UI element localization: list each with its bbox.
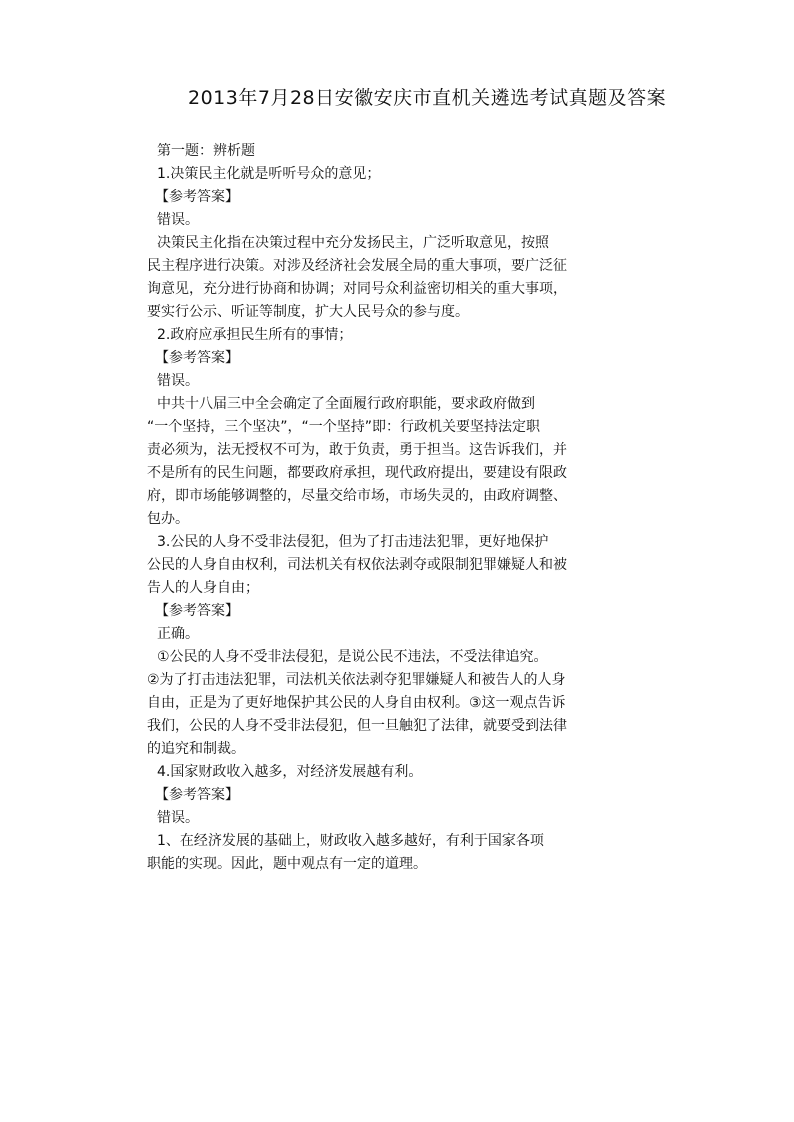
- text-line: 公民的人身自由权利，司法机关有权依法剥夺或限制犯罪嫌疑人和被: [147, 557, 567, 573]
- text-line: “一个坚持，三个坚决”，“一个坚持”即：行政机关要坚持法定职: [147, 419, 541, 435]
- text-line: 错误。: [157, 212, 199, 228]
- text-line: 的追究和制裁。: [147, 741, 245, 757]
- text-line: 正确。: [157, 626, 199, 642]
- text-line: ①公民的人身不受非法侵犯，是说公民不违法，不受法律追究。: [157, 649, 548, 665]
- text-line: 不是所有的民生问题，都要政府承担，现代政府提出，要建设有限政: [147, 465, 567, 481]
- text-line: 中共十八届三中全会确定了全面履行政府职能，要求政府做到: [157, 396, 535, 412]
- text-line: 4.国家财政收入越多，对经济发展越有利。: [157, 764, 423, 780]
- text-line: 错误。: [157, 810, 199, 826]
- text-line: 1、在经济发展的基础上，财政收入越多越好，有利于国家各项: [157, 833, 544, 849]
- text-line: 府，即市场能够调整的，尽量交给市场，市场失灵的，由政府调整、: [147, 488, 567, 504]
- text-line: 责必须为，法无授权不可为，敢于负责，勇于担当。这告诉我们，并: [147, 442, 567, 458]
- text-line: 民主程序进行决策。对涉及经济社会发展全局的重大事项，要广泛征: [147, 258, 567, 274]
- text-line: 第一题：辨析题: [157, 143, 255, 159]
- text-line: 询意见，充分进行协商和协调；对同号众利益密切相关的重大事项，: [147, 281, 567, 297]
- text-line: 【参考答案】: [155, 787, 239, 803]
- text-line: 包办。: [147, 511, 189, 527]
- text-line: 【参考答案】: [155, 350, 239, 366]
- document-title: 2013年7月28日安徽安庆市直机关遴选考试真题及答案: [188, 87, 667, 109]
- text-line: 1.决策民主化就是听听号众的意见；: [157, 166, 381, 182]
- text-line: 职能的实现。因此，题中观点有一定的道理。: [147, 856, 427, 872]
- text-line: 决策民主化指在决策过程中充分发扬民主，广泛听取意见，按照: [157, 235, 549, 251]
- text-line: 2.政府应承担民生所有的事情；: [157, 327, 353, 343]
- text-line: 【参考答案】: [155, 603, 239, 619]
- text-line: 错误。: [157, 373, 199, 389]
- text-line: 要实行公示、听证等制度，扩大人民号众的参与度。: [147, 304, 469, 320]
- text-line: 【参考答案】: [155, 189, 239, 205]
- document-body: [147, 140, 567, 876]
- text-line: 告人的人身自由；: [147, 580, 259, 596]
- text-line: 自由，正是为了更好地保护其公民的人身自由权利。③这一观点告诉: [147, 695, 566, 711]
- text-line: 3.公民的人身不受非法侵犯，但为了打击违法犯罪，更好地保护: [157, 534, 549, 550]
- text-line: ②为了打击违法犯罪，司法机关依法剥夺犯罪嫌疑人和被告人的人身: [147, 672, 566, 688]
- text-line: 我们，公民的人身不受非法侵犯，但一旦触犯了法律，就要受到法律: [147, 718, 567, 734]
